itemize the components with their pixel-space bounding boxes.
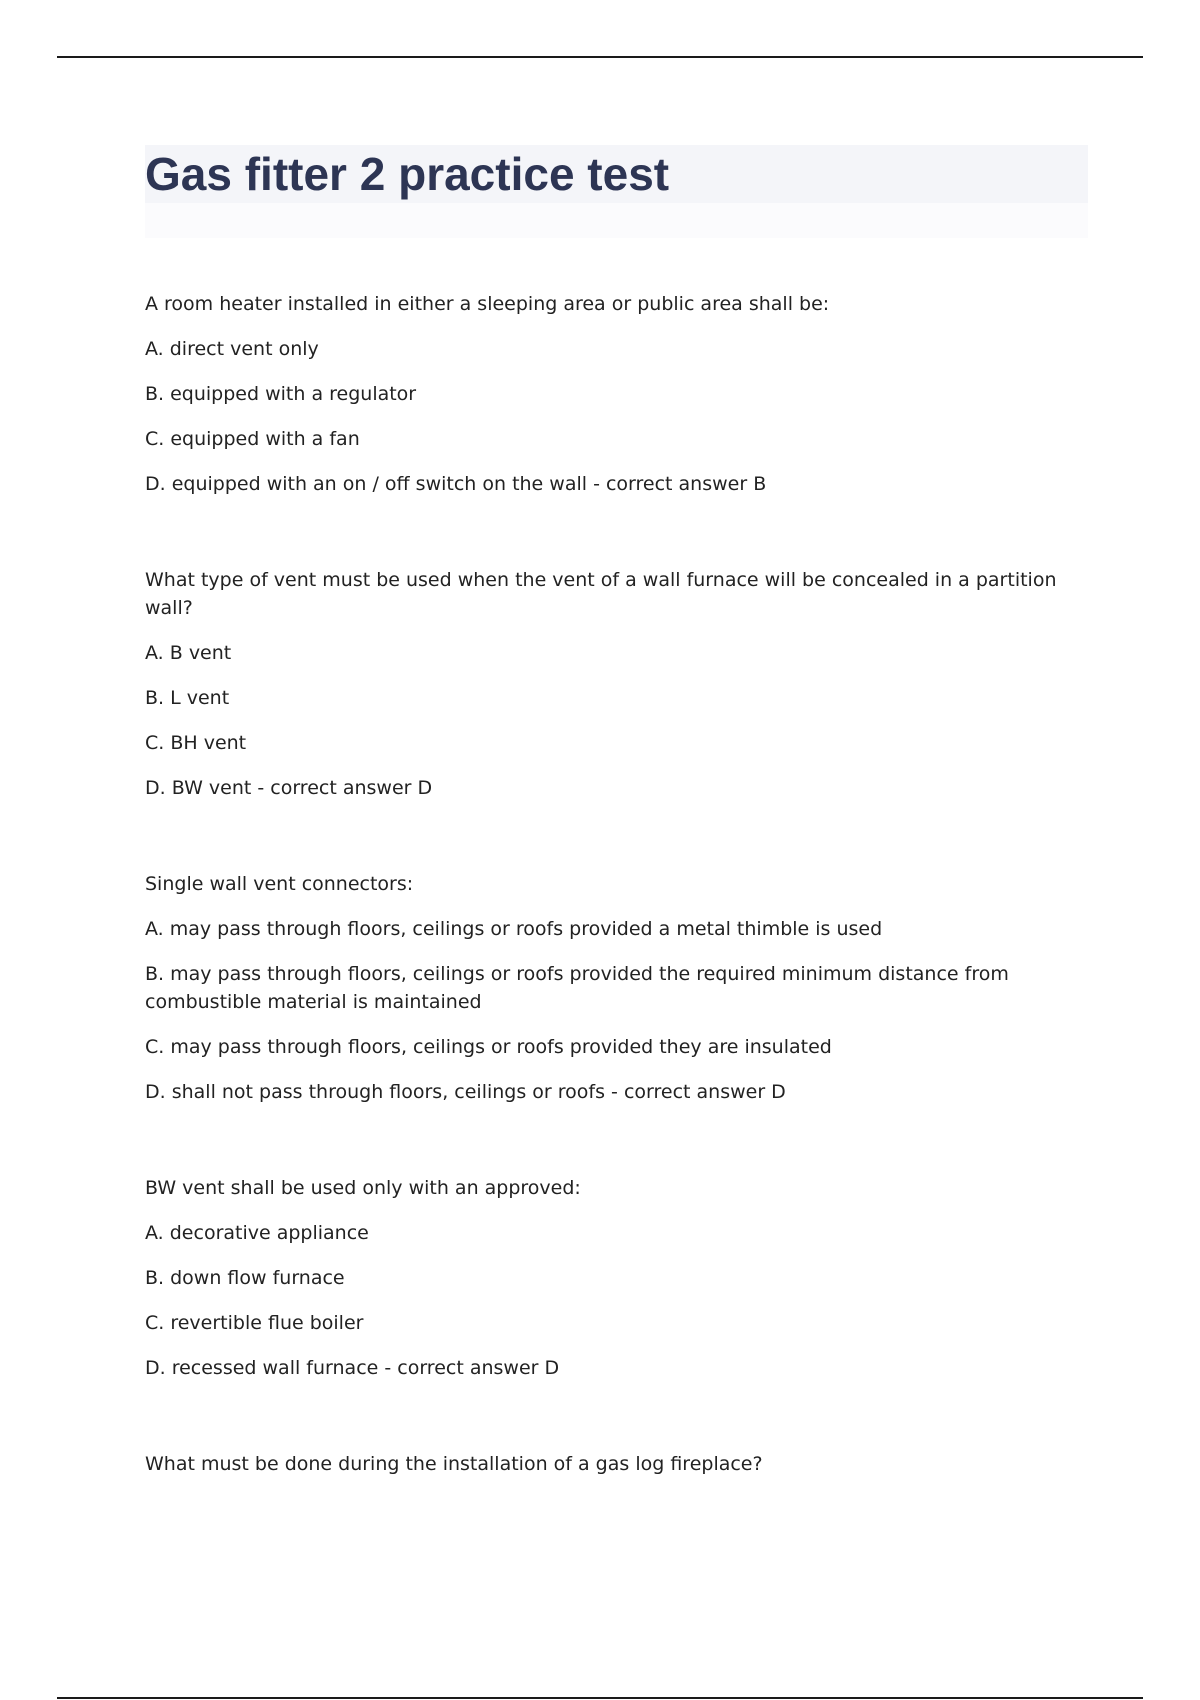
header-rule bbox=[57, 56, 1143, 58]
title-background-fade bbox=[145, 203, 1088, 238]
question-list bbox=[145, 290, 1085, 1546]
question-text: BW vent shall be used only with an approved: bbox=[145, 1177, 581, 1199]
answer-option: B. equipped with a regulator bbox=[145, 383, 417, 405]
answer-option: D. BW vent - correct answer D bbox=[145, 777, 433, 799]
question-text: Single wall vent connectors: bbox=[145, 873, 414, 895]
question-block bbox=[145, 1174, 1085, 1382]
answer-option: B. may pass through floors, ceilings or roofs provided the required minimum distance from combustible material is maintained bbox=[145, 963, 1009, 1013]
answer-option: C. may pass through floors, ceilings or roofs provided they are insulated bbox=[145, 1036, 832, 1058]
question-block bbox=[145, 870, 1085, 1106]
page-title: Gas fitter 2 practice test bbox=[145, 148, 670, 200]
answer-option: C. BH vent bbox=[145, 732, 247, 754]
answer-option: D. shall not pass through floors, ceilings or roofs - correct answer D bbox=[145, 1081, 786, 1103]
question-text: A room heater installed in either a sleeping area or public area shall be: bbox=[145, 293, 830, 315]
answer-option: D. equipped with an on / off switch on the wall - correct answer B bbox=[145, 473, 767, 495]
answer-option: A. direct vent only bbox=[145, 338, 319, 360]
question-block bbox=[145, 1450, 1085, 1478]
question-block bbox=[145, 566, 1085, 802]
question-text: What type of vent must be used when the vent of a wall furnace will be concealed in a partition wall? bbox=[145, 569, 1057, 619]
answer-option: D. recessed wall furnace - correct answer D bbox=[145, 1357, 560, 1379]
answer-option: C. equipped with a fan bbox=[145, 428, 360, 450]
answer-option: C. revertible flue boiler bbox=[145, 1312, 364, 1334]
question-text: What must be done during the installation of a gas log fireplace? bbox=[145, 1453, 763, 1475]
answer-option: A. may pass through floors, ceilings or roofs provided a metal thimble is used bbox=[145, 918, 883, 940]
answer-option: B. L vent bbox=[145, 687, 230, 709]
question-block bbox=[145, 290, 1085, 498]
answer-option: A. decorative appliance bbox=[145, 1222, 369, 1244]
answer-option: A. B vent bbox=[145, 642, 232, 664]
answer-option: B. down flow furnace bbox=[145, 1267, 345, 1289]
footer-rule bbox=[57, 1697, 1143, 1699]
